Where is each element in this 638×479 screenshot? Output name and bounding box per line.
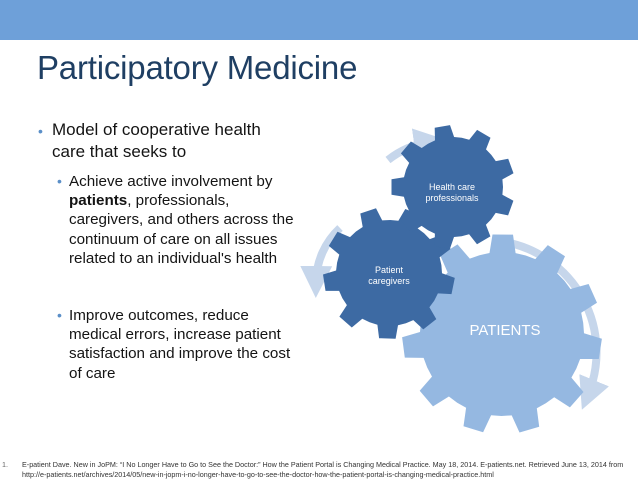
sub-bullet-text: , professionals, caregivers, and others across the continuum of care on all issues related to an individual's health [69,192,294,267]
sub-bullet-text: Achieve active involvement by [69,173,273,190]
sub-bullet-outcomes: Improve outcomes, reduce medical errors, increase patient satisfaction and improve the cost of care [69,307,291,382]
bullet-marker: • [57,307,62,323]
gear-label-caregivers [349,265,429,287]
slide-title: Participatory Medicine [37,49,358,86]
gear-label-professionals [407,182,497,204]
gear-label-line: Patient [374,265,404,275]
gear-label-line: caregivers [368,276,410,286]
bullet-marker: • [38,123,43,139]
sub-bullet-emphasis: patients [69,192,128,210]
gear-label-line: Health care [428,182,476,192]
bullet-marker: • [57,173,62,189]
bullet-main: Model of cooperative health care that seeks to [52,120,261,161]
footnote-text: E-patient Dave. New in JoPM: “I No Longer Have to Go to See the Doctor:” How the Patient Portal is Changing Medical Practice. May 18, 2014. E-patients.net. Retrieved June 13, 2014 from http://e-patients.net/archives/2014/05/new-in-jopm-i-no-longer-have-to-go-to-see-the-doctor-how-the-patient-portal-is-changing-medical-practice.html [22,460,624,479]
footnote-number: 1. [2,460,8,469]
gear-label-line: professionals [425,193,479,203]
gear-label-patients: PATIENTS [469,322,541,339]
